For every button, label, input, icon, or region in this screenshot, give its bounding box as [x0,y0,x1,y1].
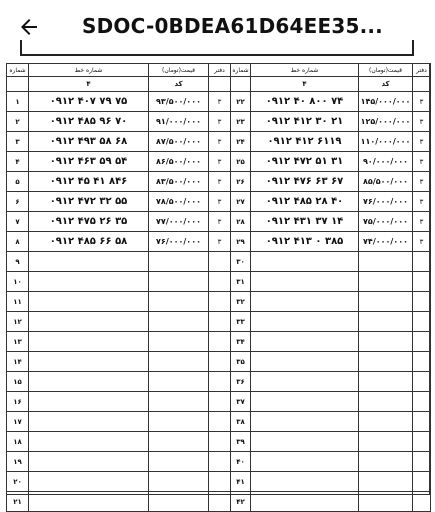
phone-number-cell [29,312,149,332]
price-cell [149,332,209,352]
table-row [7,472,231,492]
price-cell: ۷۶/۰۰۰/۰۰۰ [359,192,413,212]
order-cell [209,432,231,452]
phone-number-cell [251,392,359,412]
order-cell [209,332,231,352]
price-cell [359,332,413,352]
row-number-cell: ۲۴ [231,132,251,152]
phone-number-cell: ۰۹۱۲ ۴۸۵ ۶۶ ۵۸ [29,232,149,252]
row-number-cell: ۱۴ [7,352,29,372]
order-cell: ۳ [413,212,431,232]
phone-number-cell [251,272,359,292]
row-number-cell: ۶ [7,192,29,212]
table-row [231,432,431,452]
left-table [6,63,231,512]
document-title: SDOC-0BDEA61D64EE35... [82,14,383,38]
price-cell [149,292,209,312]
phone-number-cell: ۰۹۱۲ ۴۶۳ ۵۹ ۵۴ [29,152,149,172]
table-row [7,92,231,112]
order-cell [413,452,431,472]
row-number-cell: ۴۱ [231,472,251,492]
header-price: قیمت(تومان) [149,64,209,77]
code-blank [209,77,231,92]
order-cell: ۳ [209,172,231,192]
phone-number-cell [29,452,149,472]
table-header-row [231,64,431,77]
order-cell: ۳ [209,212,231,232]
header-row-number: شماره [231,64,251,77]
order-cell [209,492,231,512]
table-row [7,192,231,212]
price-cell [149,372,209,392]
order-cell [209,252,231,272]
table-row [7,392,231,412]
table-row [7,112,231,132]
header-price: قیمت(تومان) [359,64,413,77]
table-header-row [7,64,231,77]
price-cell: ۹۰/۰۰۰/۰۰۰ [359,152,413,172]
header-line-number: شماره خط [251,64,359,77]
phone-number-cell: ۰۹۱۲ ۴۳۱ ۳۷ ۱۴ [251,212,359,232]
row-number-cell: ۳۶ [231,372,251,392]
order-cell [413,432,431,452]
price-cell [359,492,413,512]
table-row [7,452,231,472]
price-cell: ۸۳/۵۰۰/۰۰۰ [149,172,209,192]
order-cell [209,472,231,492]
price-cell: ۷۵/۰۰۰/۰۰۰ [359,212,413,232]
price-cell: ۷۸/۵۰۰/۰۰۰ [149,192,209,212]
phone-number-cell [251,312,359,332]
table-row [231,152,431,172]
phone-number-cell [251,492,359,512]
row-number-cell: ۱۹ [7,452,29,472]
order-cell [413,292,431,312]
table-row [231,172,431,192]
phone-number-cell [29,352,149,372]
table-row [7,492,231,512]
row-number-cell: ۱ [7,92,29,112]
row-number-cell: ۳۳ [231,312,251,332]
phone-number-cell [29,412,149,432]
code-blank [413,77,431,92]
row-number-cell: ۲۷ [231,192,251,212]
table-row [7,332,231,352]
price-cell [359,372,413,392]
row-number-cell: ۲۰ [7,472,29,492]
order-cell [209,412,231,432]
table-row [7,172,231,192]
phone-number-cell [29,472,149,492]
table-row [231,192,431,212]
table-row [231,392,431,412]
order-cell [413,472,431,492]
table-row [231,312,431,332]
order-cell [413,272,431,292]
order-cell: ۳ [413,152,431,172]
row-number-cell: ۹ [7,252,29,272]
phone-number-cell: ۰۹۱۲ ۴۷۲ ۳۲ ۵۵ [29,192,149,212]
order-cell [209,452,231,472]
row-number-cell: ۲ [7,112,29,132]
phone-number-cell [251,412,359,432]
table-row [231,472,431,492]
order-cell: ۳ [413,232,431,252]
order-cell [413,332,431,352]
row-number-cell: ۳۹ [231,432,251,452]
price-cell [359,252,413,272]
document-sheet [6,63,430,506]
order-cell: ۳ [209,232,231,252]
header-row-number: شماره [7,64,29,77]
arrow-left-icon [17,15,41,39]
order-cell [209,272,231,292]
phone-number-cell: ۰۹۱۲ ۴۱۲ ۳۰ ۲۱ [251,112,359,132]
row-number-cell: ۴ [7,152,29,172]
table-row [231,212,431,232]
table-row [7,232,231,252]
phone-number-cell [29,392,149,412]
row-number-cell: ۲۹ [231,232,251,252]
price-cell: ۱۴۵/۰۰۰/۰۰۰ [359,92,413,112]
order-cell: ۳ [413,92,431,112]
previous-page-edge [20,40,414,56]
code-value: ۴ [29,77,149,92]
order-cell [413,412,431,432]
phone-number-cell: ۰۹۱۲ ۴۱۲ ۶۱۱۹ [251,132,359,152]
phone-number-cell [251,252,359,272]
price-cell [359,292,413,312]
order-cell [413,392,431,412]
right-table [230,63,431,512]
phone-number-cell [29,332,149,352]
row-number-cell: ۱۷ [7,412,29,432]
order-cell: ۳ [209,152,231,172]
phone-number-cell: ۰۹۱۲ ۴۷۶ ۶۳ ۶۷ [251,172,359,192]
table-row [231,492,431,512]
order-cell [209,312,231,332]
price-cell [149,412,209,432]
phone-number-cell [251,452,359,472]
price-cell: ۹۳/۵۰۰/۰۰۰ [149,92,209,112]
order-cell: ۳ [413,112,431,132]
code-label: کد [149,77,209,92]
price-cell [149,492,209,512]
phone-number-cell: ۰۹۱۲ ۴۸۵ ۹۶ ۷۰ [29,112,149,132]
table-row [231,452,431,472]
row-number-cell: ۱۳ [7,332,29,352]
code-label: کد [359,77,413,92]
price-cell [359,392,413,412]
table-row [231,252,431,272]
order-cell: ۳ [209,192,231,212]
table-row [231,352,431,372]
order-cell: ۳ [413,132,431,152]
table-row [231,332,431,352]
price-cell [359,412,413,432]
order-cell: ۳ [209,132,231,152]
table-row [231,292,431,312]
table-row [7,352,231,372]
code-blank [7,77,29,92]
row-number-cell: ۸ [7,232,29,252]
table-row [7,132,231,152]
phone-number-cell [29,292,149,312]
order-cell [413,312,431,332]
phone-number-cell: ۰۹۱۲ ۴۰۷ ۷۹ ۷۵ [29,92,149,112]
phone-number-cell: ۰۹۱۲ ۴۵ ۴۱ ۸۴۶ [29,172,149,192]
row-number-cell: ۳۵ [231,352,251,372]
order-cell: ۳ [413,192,431,212]
phone-number-cell: ۰۹۱۲ ۴۰ ۸۰۰ ۷۴ [251,92,359,112]
price-cell: ۸۵/۵۰۰/۰۰۰ [359,172,413,192]
header-order: دفتر [413,64,431,77]
row-number-cell: ۳۱ [231,272,251,292]
table-row [231,272,431,292]
price-cell [149,432,209,452]
order-cell [209,292,231,312]
phone-number-cell [251,292,359,312]
order-cell [413,352,431,372]
row-number-cell: ۱۵ [7,372,29,392]
price-cell [149,272,209,292]
phone-number-cell [251,372,359,392]
price-cell [149,252,209,272]
table-row [7,272,231,292]
table-row [7,372,231,392]
row-number-cell: ۱۰ [7,272,29,292]
price-cell [149,312,209,332]
row-number-cell: ۵ [7,172,29,192]
row-number-cell: ۱۱ [7,292,29,312]
price-cell [149,392,209,412]
header-order: دفتر [209,64,231,77]
phone-number-cell [251,432,359,452]
table-row [7,412,231,432]
phone-number-cell: ۰۹۱۲ ۴۸۵ ۲۸ ۴۰ [251,192,359,212]
price-cell: ۷۷/۰۰۰/۰۰۰ [149,212,209,232]
table-row [231,92,431,112]
phone-number-cell: ۰۹۱۲ ۴۱۳ ۰ ۳۸۵ [251,232,359,252]
price-cell [359,272,413,292]
table-row [7,212,231,232]
row-number-cell: ۳۸ [231,412,251,432]
row-number-cell: ۲۲ [231,92,251,112]
order-cell: ۳ [209,112,231,132]
price-cell [359,452,413,472]
price-cell: ۸۷/۵۰۰/۰۰۰ [149,132,209,152]
price-cell [359,432,413,452]
order-cell [413,252,431,272]
price-cell: ۸۶/۵۰۰/۰۰۰ [149,152,209,172]
order-cell [209,372,231,392]
table-row [231,132,431,152]
row-number-cell: ۱۶ [7,392,29,412]
back-button[interactable] [14,12,44,42]
row-number-cell: ۱۲ [7,312,29,332]
table-row [231,412,431,432]
row-number-cell: ۳۰ [231,252,251,272]
phone-number-cell [29,492,149,512]
phone-number-cell [29,252,149,272]
phone-number-cell [29,272,149,292]
price-cell: ۷۶/۰۰۰/۰۰۰ [149,232,209,252]
row-number-cell: ۳۷ [231,392,251,412]
row-number-cell: ۳ [7,132,29,152]
price-cell [359,352,413,372]
phone-number-cell: ۰۹۱۲ ۴۷۵ ۲۶ ۳۵ [29,212,149,232]
order-cell: ۳ [413,172,431,192]
phone-number-cell: ۰۹۱۲ ۴۹۳ ۵۸ ۶۸ [29,132,149,152]
row-number-cell: ۱۸ [7,432,29,452]
row-number-cell: ۲۵ [231,152,251,172]
order-cell [413,372,431,392]
price-cell: ۱۲۵/۰۰۰/۰۰۰ [359,112,413,132]
table-row [7,432,231,452]
price-cell [149,452,209,472]
row-number-cell: ۲۱ [7,492,29,512]
code-row [7,77,231,92]
order-cell [209,392,231,412]
row-number-cell: ۲۳ [231,112,251,132]
phone-number-cell [29,432,149,452]
phone-number-cell [251,352,359,372]
row-number-cell: ۲۶ [231,172,251,192]
code-blank [231,77,251,92]
table-row [7,252,231,272]
table-row [231,112,431,132]
code-value: ۴ [251,77,359,92]
table-row [231,372,431,392]
table-row [7,312,231,332]
price-cell: ۷۴/۰۰۰/۰۰۰ [359,232,413,252]
table-row [231,232,431,252]
row-number-cell: ۳۲ [231,292,251,312]
order-cell [209,352,231,372]
code-row [231,77,431,92]
price-cell [359,472,413,492]
row-number-cell: ۴۲ [231,492,251,512]
table-row [7,152,231,172]
order-cell [413,492,431,512]
phone-number-cell: ۰۹۱۲ ۴۷۲ ۵۱ ۳۱ [251,152,359,172]
row-number-cell: ۴۰ [231,452,251,472]
phone-number-cell [251,332,359,352]
price-cell [149,352,209,372]
table-row [7,292,231,312]
row-number-cell: ۲۸ [231,212,251,232]
price-cell: ۱۱۰/۰۰۰/۰۰۰ [359,132,413,152]
price-cell [149,472,209,492]
price-cell [359,312,413,332]
header-line-number: شماره خط [29,64,149,77]
phone-number-cell [251,472,359,492]
row-number-cell: ۷ [7,212,29,232]
phone-number-cell [29,372,149,392]
price-cell: ۹۱/۰۰۰/۰۰۰ [149,112,209,132]
order-cell: ۳ [209,92,231,112]
row-number-cell: ۳۴ [231,332,251,352]
